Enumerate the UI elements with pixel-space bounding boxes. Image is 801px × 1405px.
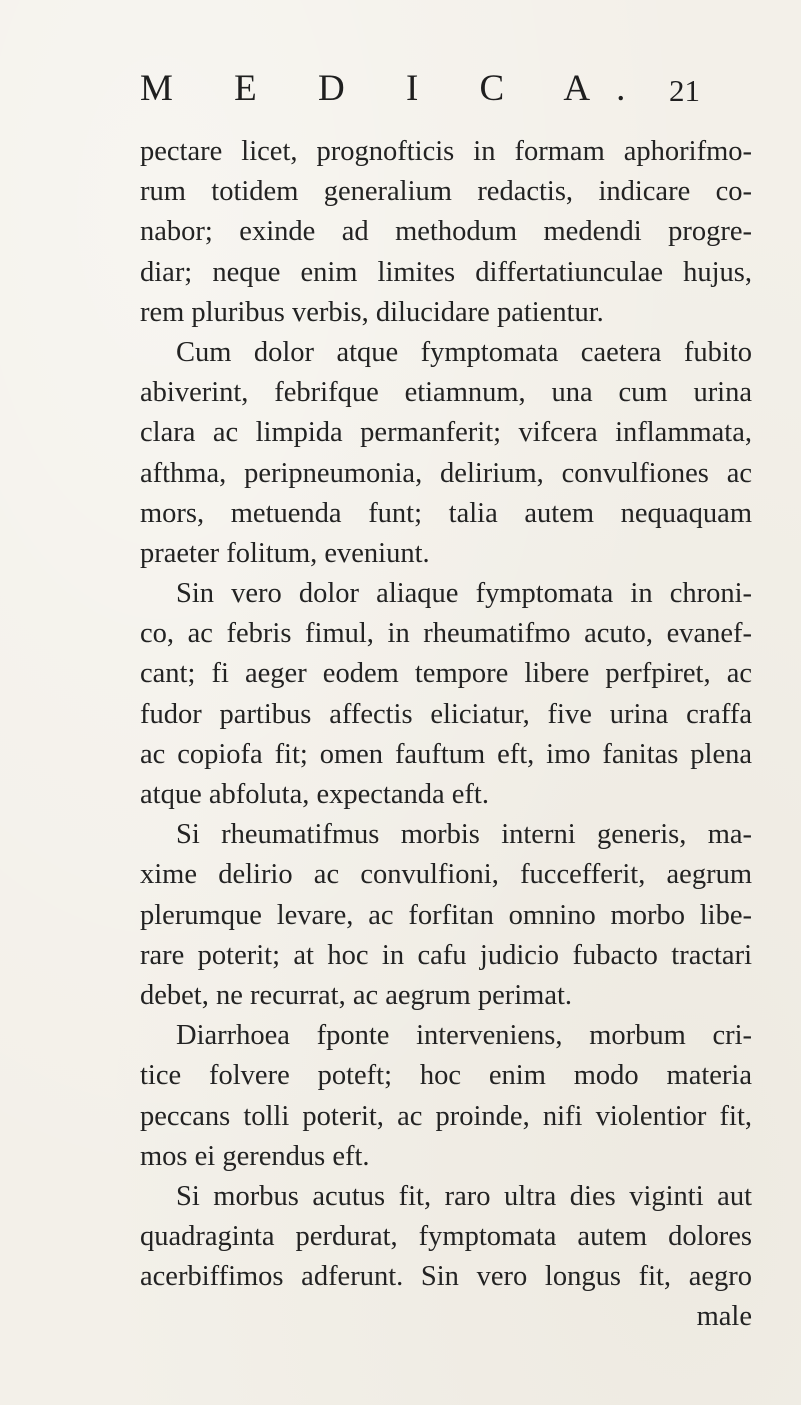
text-line: quadraginta perdurat, fymptomata autem dolores — [140, 1221, 752, 1253]
text-line: plerumque levare, ac forfitan omnino morbo libe- — [140, 899, 752, 931]
running-title: M E D I C A. — [140, 68, 652, 109]
text-line: Si rheumatifmus morbis interni generis, ma- — [176, 819, 752, 851]
text-line: rare poterit; at hoc in cafu judicio fubacto tractari — [140, 939, 752, 971]
text-line: male — [696, 1301, 752, 1333]
text-line: ac copiofa fit; omen fauftum eft, imo fanitas plena — [140, 738, 752, 770]
text-line: xime delirio ac convulfioni, fuccefferit, aegrum — [140, 859, 752, 891]
text-line: clara ac limpida permanferit; vifcera inflammata, — [140, 417, 752, 449]
text-line: nabor; exinde ad methodum medendi progre- — [140, 216, 752, 248]
text-line: tice folvere poteft; hoc enim modo materia — [140, 1060, 752, 1092]
text-line: Cum dolor atque fymptomata caetera fubito — [176, 336, 752, 368]
text-line: peccans tolli poterit, ac proinde, nifi violentior fit, — [140, 1100, 752, 1132]
text-line: afthma, peripneumonia, delirium, convulfiones ac — [140, 457, 752, 489]
text-line: Sin vero dolor aliaque fymptomata in chroni- — [176, 578, 752, 610]
text-line: co, ac febris fimul, in rheumatifmo acuto, evanef- — [140, 618, 752, 650]
text-line: rem pluribus verbis, dilucidare patientur. — [140, 296, 604, 328]
text-line: praeter folitum, eveniunt. — [140, 537, 430, 569]
text-line: acerbiffimos adferunt. Sin vero longus fit, aegro — [140, 1261, 752, 1293]
text-line: Si morbus acutus fit, raro ultra dies viginti aut — [176, 1180, 752, 1212]
text-line: pectare licet, prognofticis in formam aphorifmo- — [140, 136, 752, 167]
body-text — [140, 132, 752, 1338]
text-line: fudor partibus affectis eliciatur, five urina craffa — [140, 698, 752, 730]
page-number: 21 — [669, 73, 700, 108]
text-line: diar; neque enim limites differtatiunculae hujus, — [140, 256, 752, 288]
text-line: Diarrhoea fponte interveniens, morbum cri- — [176, 1020, 752, 1052]
running-head — [140, 64, 700, 114]
text-line: rum totidem generalium redactis, indicare co- — [140, 176, 752, 208]
text-line: abiverint, febrifque etiamnum, una cum urina — [140, 377, 752, 409]
text-line: cant; fi aeger eodem tempore libere perfpiret, ac — [140, 658, 752, 690]
text-line: atque abfoluta, expectanda eft. — [140, 779, 489, 810]
text-line: debet, ne recurrat, ac aegrum perimat. — [140, 979, 573, 1011]
text-line: mors, metuenda funt; talia autem nequaquam — [140, 497, 752, 529]
text-line: mos ei gerendus eft. — [140, 1140, 370, 1172]
